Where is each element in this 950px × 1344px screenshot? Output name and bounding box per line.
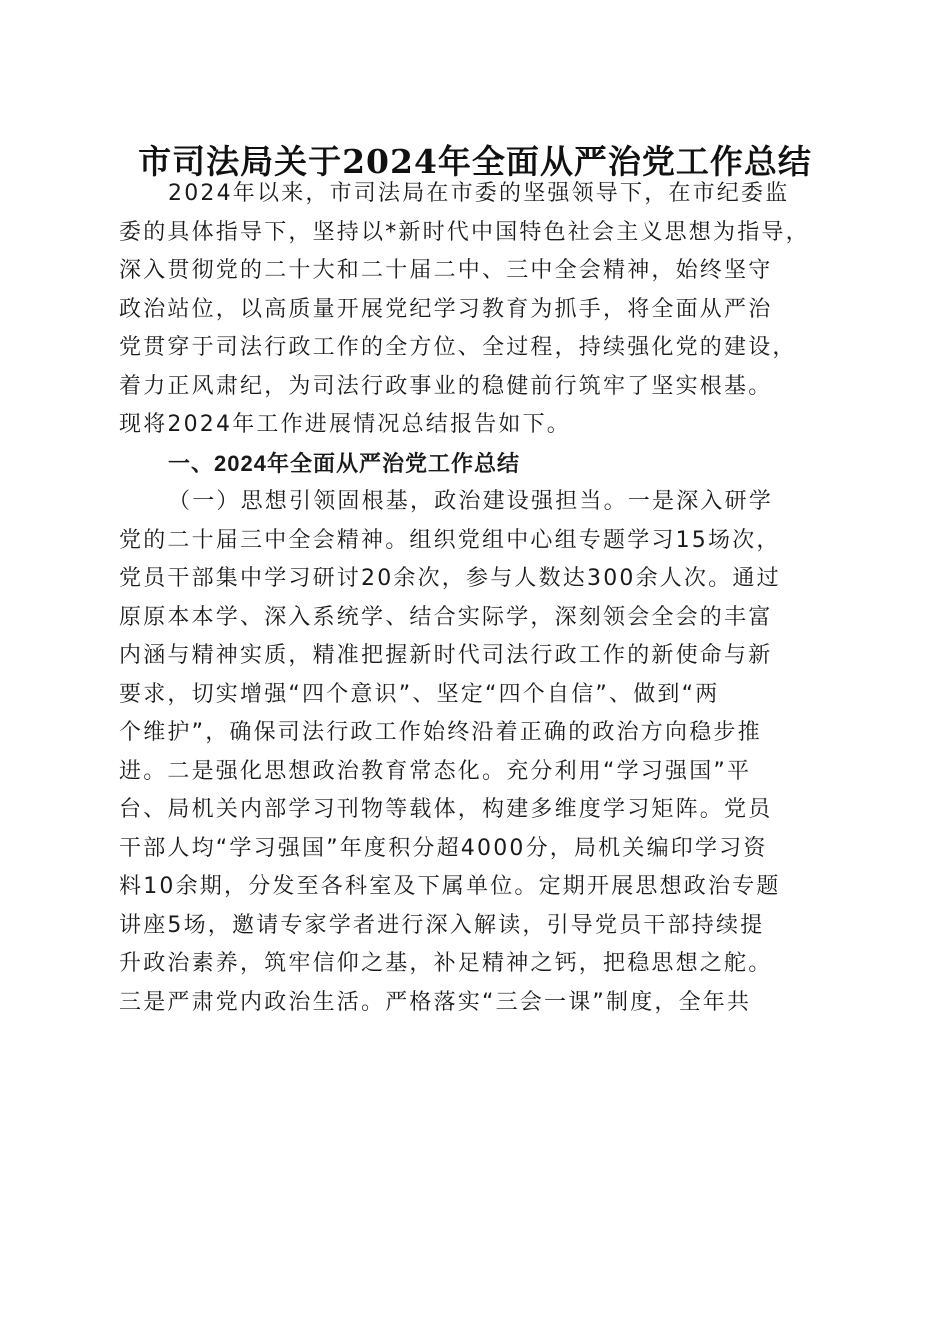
body-line: 党的二十届三中全会精神。组织党组中心组专题学习15场次， [119,527,781,553]
body-line: 深入贯彻党的二十大和二十届二中、三中全会精神，始终坚守 [119,258,773,283]
body-line: 委的具体指导下，坚持以*新时代中国特色社会主义思想为指导， [119,219,810,245]
body-line: （一）思想引领固根基，政治建设强担当。一是深入研学 [168,489,774,514]
body-line: 内涵与精神实质，精准把握新时代司法行政工作的新使命与新 [119,643,773,668]
body-line: 政治站位，以高质量开展党纪学习教育为抓手，将全面从严治 [119,296,773,322]
body-line: 2024年以来，市司法局在市委的坚强领导下，在市纪委监 [168,181,790,206]
document-title: 市司法局关于2024年全面从严治党工作总结 [138,142,812,181]
body-line: 台、局机关内部学习刊物等载体，构建多维度学习矩阵。党员 [119,797,773,822]
section-heading: 一、2024年全面从严治党工作总结 [168,450,520,476]
body-line: 党员干部集中学习研讨20余次，参与人数达300余人次。通过 [119,566,781,591]
body-line: 升政治素养，筑牢信仰之基，补足精神之钙，把稳思想之舵。 [119,951,773,976]
body-line: 干部人均“学习强国”年度积分超4000分，局机关编印学习资 [119,835,768,861]
body-line: 料10余期，分发至各科室及下属单位。定期开展思想政治专题 [119,874,781,899]
body-line: 原原本本学、深入系统学、结合实际学，深刻领会全会的丰富 [119,604,773,630]
body-line: 着力正风肃纪，为司法行政事业的稳健前行筑牢了坚实根基。 [119,373,773,399]
body-line: 个维护”，确保司法行政工作始终沿着正确的政治方向稳步推 [119,720,762,745]
document-body [119,175,839,1022]
body-line: 三是严肃党内政治生活。严格落实“三会一课”制度，全年共 [119,989,752,1015]
body-line: 现将2024年工作进展情况总结报告如下。 [119,412,571,437]
body-line: 讲座5场，邀请专家学者进行深入解读，引导党员干部持续提 [119,912,765,938]
body-line: 进。二是强化思想政治教育常态化。充分利用“学习强国”平 [119,758,752,784]
body-line: 要求，切实增强“四个意识”、坚定“四个自信”、做到“两 [119,681,720,707]
body-line: 党贯穿于司法行政工作的全方位、全过程，持续强化党的建设， [119,335,797,360]
